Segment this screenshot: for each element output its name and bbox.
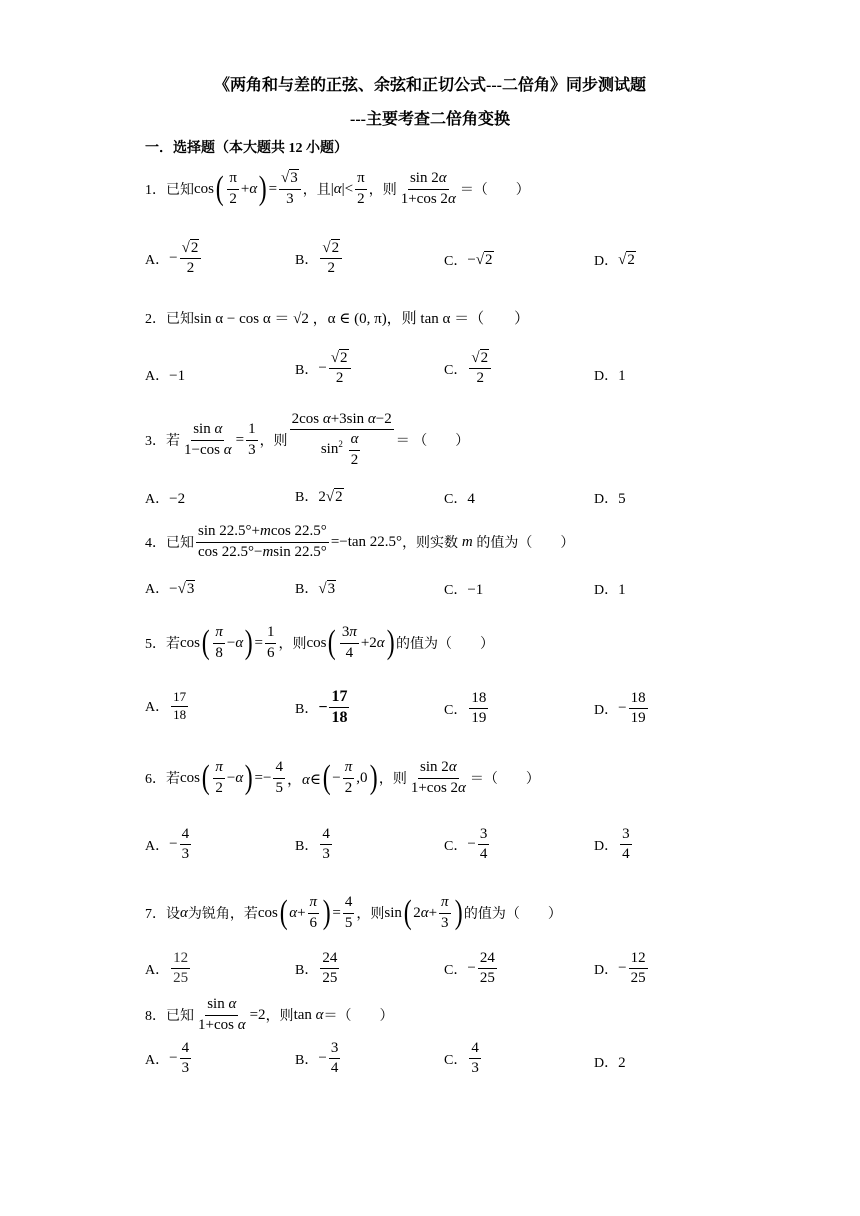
question-text: ，则 — [368, 183, 397, 198]
option-a[interactable]: A．−1 — [145, 368, 186, 384]
page-title: 《两角和与差的正弦、余弦和正切公式---二倍角》同步测试题 — [214, 77, 646, 94]
question-text: 的值为（ ） — [396, 637, 494, 652]
question-text: 若 — [166, 637, 180, 652]
question-text: ＝（ ） — [469, 772, 540, 787]
question-number: 3． — [145, 434, 166, 449]
option-b[interactable]: B． − $\frac{√2}{2}$ — [295, 350, 353, 388]
option-d[interactable]: D． $\frac{3}{4}$ — [594, 826, 630, 863]
option-c[interactable]: C． $\frac{18}{19}$ — [444, 690, 487, 727]
question-text: ，则 — [356, 907, 385, 922]
question-6: 6． 若 cos ( $\frac{\pi}{2}$ −α ) =− $\frac{4}{5}$ ，α∈ ( − $\frac{\pi}{2}$ ,0 ) ，则 $\frac{\sin 2\alpha}{1+\cos 2\alpha}$ ＝（ ） — [145, 759, 540, 796]
question-text: 已知 — [166, 1009, 194, 1024]
option-b[interactable]: B．√3 — [295, 581, 336, 597]
option-b[interactable]: B．2√2 — [295, 489, 343, 505]
option-a[interactable]: A． − $\frac{4}{3}$ — [145, 826, 190, 863]
option-d[interactable]: D． − $\frac{12}{25}$ — [594, 950, 646, 987]
question-text: ，则 — [378, 772, 407, 787]
question-number: 7． — [145, 907, 166, 922]
question-7: 7． 设 α 为锐角，若 cos ( α + $\frac{\pi}{6}$ ) = $\frac{4}{5}$ ，则 sin ( 2α+ $\frac{\pi}{3}$ ) 的值为（ ） — [145, 894, 562, 931]
question-text: ，则 — [259, 434, 288, 449]
question-5: 5． 若 cos ( $\frac{\pi}{8}$ −α ) = $\frac{1}{6}$ ，则 cos ( $\frac{3\pi}{4}$ +2α ) 的值为（ ） — [145, 624, 494, 661]
question-text: ，且 — [302, 183, 331, 198]
question-text: 为锐角，若 — [187, 907, 258, 922]
question-8: 8． 已知 $\frac{\text{sin α}}{\text{1+cos α}}$ =2 ，则 tan α ＝（ ） — [145, 996, 394, 1033]
question-text: ，则 — [278, 637, 307, 652]
option-c[interactable]: C． $\frac{4}{3}$ — [444, 1040, 479, 1077]
question-2 — [145, 307, 529, 328]
question-text: 若 — [166, 434, 180, 449]
option-b[interactable]: B． − $\frac{17}{18}$ — [295, 688, 348, 727]
option-c[interactable]: C．4 — [444, 491, 475, 507]
option-b[interactable]: B． $\frac{√2}{2}$ — [295, 240, 344, 278]
question-text: ，则 — [265, 1009, 294, 1024]
option-b[interactable]: B． − $\frac{3}{4}$ — [295, 1040, 339, 1077]
option-d[interactable]: D． − $\frac{18}{19}$ — [594, 690, 646, 727]
question-text: ＝（ ） — [459, 183, 530, 198]
question-number: 4． — [145, 536, 166, 551]
option-c[interactable]: C．−1 — [444, 582, 484, 598]
option-c[interactable]: C． −√2 — [444, 251, 493, 269]
option-d[interactable]: D．1 — [594, 368, 626, 384]
option-b[interactable]: B． $\frac{4}{3}$ — [295, 826, 330, 863]
option-d[interactable]: D． √2 — [594, 251, 635, 269]
question-text: ＝ （ ） — [395, 434, 470, 449]
option-a[interactable]: A． − $\frac{4}{3}$ — [145, 1040, 190, 1077]
question-4: 4． 已知 $\frac{\sin 22.5^\circ+mcos 22.5^\circ}{\cos 22.5^\circ-msin 22.5^\circ}$ =−tan 22.5° ，则实数 m 的值为（ ） — [145, 523, 575, 560]
question-text: sin α − cos α ＝ √2 ，α ∈ (0, π)，则 tan α ＝（ ） — [194, 311, 530, 327]
page-subtitle: ---主要考查二倍角变换 — [350, 111, 510, 128]
question-text: ＝（ ） — [323, 1009, 394, 1024]
question-number: 5． — [145, 637, 166, 652]
option-d[interactable]: D．2 — [594, 1055, 626, 1071]
question-number: 2． — [145, 311, 166, 327]
option-a[interactable]: A． $\frac{12}{25}$ — [145, 950, 189, 987]
question-text: 若 — [166, 772, 180, 787]
question-text: ，则实数 — [402, 536, 459, 551]
question-text: 的值为（ ） — [463, 907, 562, 922]
option-d[interactable]: D．1 — [594, 582, 626, 598]
option-a[interactable]: A．−√3 — [145, 581, 195, 597]
question-number: 1． — [145, 183, 166, 198]
option-a[interactable]: A．−2 — [145, 491, 186, 507]
section-heading: 一．选择题（本大题共 12 小题） — [145, 141, 348, 156]
option-c[interactable]: C． − $\frac{24}{25}$ — [444, 950, 495, 987]
question-text: 已知 — [166, 536, 194, 551]
question-number: 6． — [145, 772, 166, 787]
question-text: 已知 — [166, 311, 194, 327]
option-c[interactable]: C． $\frac{√2}{2}$ — [444, 350, 493, 388]
question-number: 8． — [145, 1009, 166, 1024]
question-3: 3． 若 $\frac{\text{sin α}}{\text{1−cos α}}$ = $\frac{1}{3}$ ，则 2cos α+3sin α−2 $\sin^2$ $\frac{\alpha}{2}$ ＝ （ ） — [145, 411, 470, 468]
option-b[interactable]: B． $\frac{24}{25}$ — [295, 950, 338, 987]
option-a[interactable]: A． $\frac{17}{18}$ — [145, 689, 187, 722]
question-text: 设 — [166, 907, 180, 922]
option-a[interactable]: A． − $\frac{√2}{2}$ — [145, 240, 203, 278]
option-d[interactable]: D．5 — [594, 491, 626, 507]
option-c[interactable]: C． − $\frac{3}{4}$ — [444, 826, 488, 863]
question-text: 已知 — [166, 183, 194, 198]
question-1: 1． 已知 cos ( $\frac{\pi}{2}$ +α ) = $\frac{√3}{3}$ ，且 |α|< $\frac{\pi}{2}$ ，则 $\frac{\sin 2\alpha}{1+\cos 2\alpha}$ ＝（ ） — [145, 170, 530, 207]
question-text: 的值为（ ） — [476, 536, 575, 551]
